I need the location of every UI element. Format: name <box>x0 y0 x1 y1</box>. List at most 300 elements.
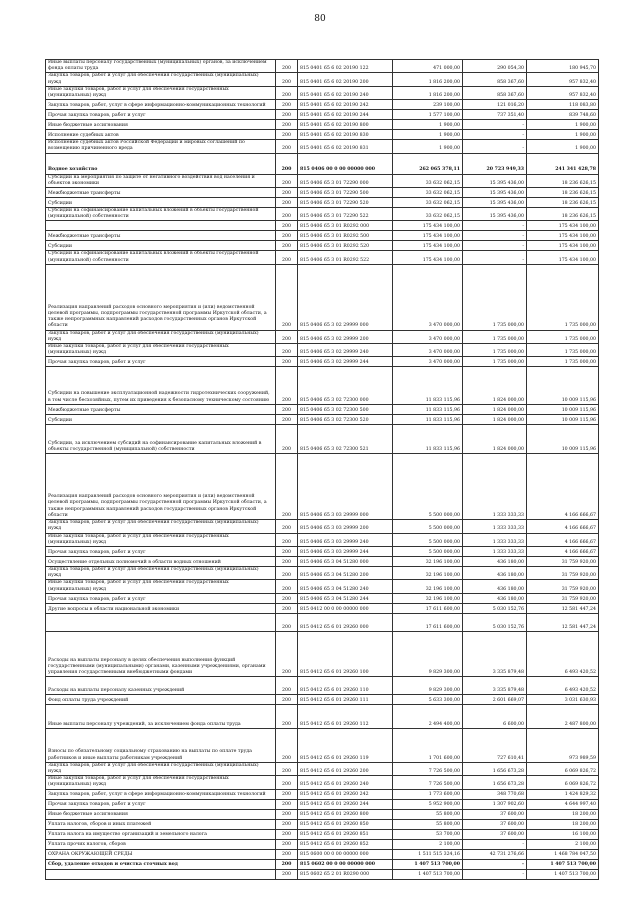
row-code-cell: 200 <box>276 140 298 153</box>
row-kbk-cell: 815 0406 65 3 04 51280 200 <box>298 566 393 579</box>
row-name-cell: Межбюджетные трансферты <box>46 404 276 414</box>
row-name-cell: Реализация направлений расходов основного мероприятия и (или) ведомственной целевой программы, подпрограммы государственной программы Иркутской области, а также непрограммных направлений расходов государственных органов Иркутской области <box>46 264 276 330</box>
table-row <box>46 789 599 799</box>
row-executed-cell: 121 016,20 <box>463 100 527 110</box>
row-kbk-cell: 815 0412 65 6 01 29260 119 <box>298 729 393 762</box>
row-code-cell: 200 <box>276 120 298 130</box>
table-row <box>46 424 599 453</box>
row-kbk-cell: 815 0412 65 6 01 29260 800 <box>298 809 393 819</box>
table-row <box>46 330 599 343</box>
row-kbk-cell: 815 0406 65 3 04 51280 000 <box>298 556 393 566</box>
table-row <box>46 849 599 859</box>
row-remaining-cell: 18 236 626,15 <box>527 198 599 208</box>
row-executed-cell: 858 367,60 <box>463 73 527 86</box>
row-kbk-cell: 815 0412 65 6 01 29260 000 <box>298 613 393 631</box>
row-kbk-cell: 815 0401 65 6 02 20190 200 <box>298 73 393 86</box>
row-code-cell: 200 <box>276 566 298 579</box>
row-code-cell: 200 <box>276 789 298 799</box>
row-remaining-cell: 175 434 100,00 <box>527 251 599 264</box>
row-name-cell: Закупка товаров, работ и услуг для обеспечения государственных (муниципальных) нужд <box>46 520 276 533</box>
row-remaining-cell: 1 900,00 <box>527 120 599 130</box>
row-code-cell: 200 <box>276 188 298 198</box>
row-remaining-cell: 1 735 000,00 <box>527 357 599 367</box>
row-approved-cell: 3 470 000,00 <box>393 357 463 367</box>
row-kbk-cell: 815 0602 00 0 00 00000 000 <box>298 859 393 869</box>
row-kbk-cell: 815 0412 65 6 01 29260 852 <box>298 839 393 849</box>
row-code-cell: 200 <box>276 593 298 603</box>
row-remaining-cell: 12 581 447,24 <box>527 613 599 631</box>
row-name-cell: Субсидии на повышение эксплуатационной надежности гидротехнических сооружений, в том числе бесхозяйных, путем их приведения к безопасному техническому состоянию <box>46 367 276 404</box>
row-name-cell: Прочая закупка товаров, работ и услуг <box>46 799 276 809</box>
row-kbk-cell: 815 0406 65 3 01 R0292 520 <box>298 241 393 251</box>
row-kbk-cell: 815 0406 65 3 03 29999 200 <box>298 520 393 533</box>
row-approved-cell: 32 196 100,00 <box>393 593 463 603</box>
row-executed-cell: 15 395 436,00 <box>463 208 527 221</box>
row-kbk-cell: 815 0406 65 3 02 72300 520 <box>298 414 393 424</box>
row-code-cell: 200 <box>276 424 298 453</box>
row-executed-cell: 1 735 000,00 <box>463 264 527 330</box>
row-remaining-cell: 175 434 100,00 <box>527 221 599 231</box>
table-row <box>46 729 599 762</box>
row-name-cell: Уплата налога на имущество организаций и земельного налога <box>46 829 276 839</box>
row-remaining-cell: 31 759 920,00 <box>527 593 599 603</box>
table-row <box>46 100 599 110</box>
table-row <box>46 110 599 120</box>
row-approved-cell: 32 196 100,00 <box>393 566 463 579</box>
row-name-cell: Фонд оплаты труда учреждений <box>46 695 276 705</box>
row-kbk-cell: 815 0412 00 0 00 00000 000 <box>298 603 393 613</box>
row-remaining-cell: 118 083,80 <box>527 100 599 110</box>
row-kbk-cell: 815 0406 00 0 00 00000 000 <box>298 153 393 174</box>
row-name-cell: Субсидии <box>46 414 276 424</box>
row-executed-cell: 6 600,00 <box>463 705 527 729</box>
table-row <box>46 130 599 140</box>
table-row <box>46 414 599 424</box>
row-name-cell: Прочая закупка товаров, работ и услуг <box>46 110 276 120</box>
table-row <box>46 120 599 130</box>
table-row <box>46 231 599 241</box>
row-executed-cell: 858 367,60 <box>463 86 527 99</box>
row-remaining-cell: 31 759 920,00 <box>527 556 599 566</box>
row-approved-cell: 5 500 000,00 <box>393 546 463 556</box>
row-name-cell: Реализация направлений расходов основного мероприятия и (или) ведомственной целевой программы, подпрограммы государственной программы Иркутской области, а также непрограммных направлений расходов государственных органов Иркутской области <box>46 454 276 520</box>
row-kbk-cell: 815 0412 65 6 01 29260 244 <box>298 799 393 809</box>
row-approved-cell: 1 816 200,00 <box>393 86 463 99</box>
row-name-cell: Другие вопросы в области национальной экономики <box>46 603 276 613</box>
row-kbk-cell: 815 0401 65 6 02 20190 242 <box>298 100 393 110</box>
row-kbk-cell: 815 0412 65 6 01 29260 200 <box>298 762 393 775</box>
row-code-cell: 200 <box>276 208 298 221</box>
row-executed-cell: 436 180,00 <box>463 566 527 579</box>
row-approved-cell: 33 632 062,15 <box>393 174 463 187</box>
row-approved-cell: 55 800,00 <box>393 819 463 829</box>
row-kbk-cell: 815 0406 65 3 02 29999 000 <box>298 264 393 330</box>
row-code-cell: 200 <box>276 859 298 869</box>
row-executed-cell: 348 770,68 <box>463 789 527 799</box>
row-approved-cell: 7 726 500,00 <box>393 776 463 789</box>
row-approved-cell: 32 196 100,00 <box>393 580 463 593</box>
row-name-cell: Водное хозяйство <box>46 153 276 174</box>
row-kbk-cell: 815 0406 65 3 01 72290 500 <box>298 188 393 198</box>
row-name-cell: Закупка товаров, работ и услуг для обеспечения государственных (муниципальных) нужд <box>46 762 276 775</box>
table-row <box>46 174 599 187</box>
row-remaining-cell: 1 735 000,00 <box>527 344 599 357</box>
row-remaining-cell: 18 236 626,15 <box>527 174 599 187</box>
table-row <box>46 221 599 231</box>
row-code-cell: 200 <box>276 330 298 343</box>
row-kbk-cell: 815 0401 65 6 02 20190 122 <box>298 60 393 73</box>
row-name-cell: Уплата прочих налогов, сборов <box>46 839 276 849</box>
row-code-cell: 200 <box>276 869 298 879</box>
row-executed-cell: 1 824 000,00 <box>463 367 527 404</box>
row-executed-cell: 1 824 000,00 <box>463 404 527 414</box>
row-kbk-cell: 815 0412 65 6 01 29260 100 <box>298 631 393 677</box>
row-executed-cell: 5 030 152,76 <box>463 613 527 631</box>
table-body <box>46 60 599 880</box>
row-kbk-cell: 815 0406 65 3 03 29999 000 <box>298 454 393 520</box>
row-remaining-cell: 4 166 666,67 <box>527 546 599 556</box>
row-executed-cell: 737 351,40 <box>463 110 527 120</box>
row-code-cell: 200 <box>276 60 298 73</box>
row-kbk-cell: 815 0406 65 3 01 R0292 000 <box>298 221 393 231</box>
row-executed-cell: 1 333 333,33 <box>463 520 527 533</box>
row-kbk-cell: 815 0600 00 0 00 00000 000 <box>298 849 393 859</box>
row-remaining-cell: 175 434 100,00 <box>527 231 599 241</box>
row-approved-cell: 1 511 515 324,16 <box>393 849 463 859</box>
row-code-cell: 200 <box>276 829 298 839</box>
row-kbk-cell: 815 0412 65 6 01 29260 110 <box>298 677 393 695</box>
row-name-cell <box>46 869 276 879</box>
row-remaining-cell: 1 407 513 700,00 <box>527 869 599 879</box>
table-row <box>46 695 599 705</box>
row-kbk-cell: 815 0406 65 3 01 R0292 522 <box>298 251 393 264</box>
row-kbk-cell: 815 0406 65 3 03 29999 244 <box>298 546 393 556</box>
row-executed-cell: 436 180,00 <box>463 593 527 603</box>
row-name-cell <box>46 613 276 631</box>
row-kbk-cell: 815 0406 65 3 01 72290 520 <box>298 198 393 208</box>
table-row <box>46 188 599 198</box>
row-name-cell: Осуществление отдельных полномочий в области водных отношений <box>46 556 276 566</box>
row-kbk-cell: 815 0406 65 3 04 51280 244 <box>298 593 393 603</box>
row-executed-cell: 436 180,00 <box>463 580 527 593</box>
row-approved-cell: 11 833 115,96 <box>393 414 463 424</box>
table-row <box>46 829 599 839</box>
table-row <box>46 241 599 251</box>
row-code-cell: 200 <box>276 110 298 120</box>
row-executed-cell: - <box>463 221 527 231</box>
row-remaining-cell: 18 200,00 <box>527 809 599 819</box>
table-row <box>46 546 599 556</box>
row-code-cell: 200 <box>276 705 298 729</box>
row-approved-cell: 5 952 900,00 <box>393 799 463 809</box>
row-approved-cell: 175 434 100,00 <box>393 241 463 251</box>
row-code-cell: 200 <box>276 130 298 140</box>
row-approved-cell: 175 434 100,00 <box>393 231 463 241</box>
row-remaining-cell: 4 166 666,67 <box>527 454 599 520</box>
row-name-cell: Межбюджетные трансферты <box>46 188 276 198</box>
row-code-cell: 200 <box>276 264 298 330</box>
table-row <box>46 198 599 208</box>
row-code-cell: 200 <box>276 546 298 556</box>
row-remaining-cell: 10 009 115,96 <box>527 404 599 414</box>
row-code-cell: 200 <box>276 221 298 231</box>
row-executed-cell: 1 333 333,33 <box>463 546 527 556</box>
row-kbk-cell: 815 0412 65 6 01 29260 112 <box>298 705 393 729</box>
table-row <box>46 60 599 73</box>
row-approved-cell: 9 829 300,00 <box>393 677 463 695</box>
row-executed-cell: 727 610,41 <box>463 729 527 762</box>
table-row <box>46 153 599 174</box>
row-code-cell: 200 <box>276 695 298 705</box>
row-name-cell: Субсидии, за исключением субсидий на софинансирование капитальных вложений в объекты государственной (муниципальной) собственности <box>46 424 276 453</box>
row-executed-cell: 1 824 000,00 <box>463 424 527 453</box>
row-executed-cell: 37 600,00 <box>463 809 527 819</box>
table-row <box>46 357 599 367</box>
row-code-cell: 200 <box>276 580 298 593</box>
row-name-cell: Межбюджетные трансферты <box>46 231 276 241</box>
row-approved-cell: 55 800,00 <box>393 809 463 819</box>
row-name-cell: Закупка товаров, работ и услуг для обеспечения государственных (муниципальных) нужд <box>46 330 276 343</box>
row-kbk-cell: 815 0406 65 3 02 29999 244 <box>298 357 393 367</box>
row-code-cell: 200 <box>276 231 298 241</box>
row-executed-cell: 436 180,00 <box>463 556 527 566</box>
row-executed-cell: 1 824 000,00 <box>463 414 527 424</box>
row-code-cell: 200 <box>276 729 298 762</box>
row-executed-cell: 290 054,30 <box>463 60 527 73</box>
row-approved-cell: 33 632 062,15 <box>393 208 463 221</box>
row-executed-cell: 1 735 000,00 <box>463 330 527 343</box>
table-row <box>46 556 599 566</box>
table-row <box>46 404 599 414</box>
table-row <box>46 264 599 330</box>
row-approved-cell: 11 833 115,96 <box>393 367 463 404</box>
row-remaining-cell: 4 644 997,40 <box>527 799 599 809</box>
table-row <box>46 251 599 264</box>
row-approved-cell: 5 633 300,00 <box>393 695 463 705</box>
row-remaining-cell: 1 407 513 700,00 <box>527 859 599 869</box>
row-approved-cell: 3 470 000,00 <box>393 330 463 343</box>
row-name-cell: Субсидии <box>46 198 276 208</box>
row-executed-cell: 1 307 902,60 <box>463 799 527 809</box>
table-row <box>46 208 599 221</box>
row-name-cell: Иные бюджетные ассигнования <box>46 809 276 819</box>
row-code-cell: 200 <box>276 776 298 789</box>
row-approved-cell: 5 500 000,00 <box>393 533 463 546</box>
row-approved-cell: 11 833 115,96 <box>393 424 463 453</box>
row-name-cell: Закупка товаров, работ и услуг для обеспечения государственных (муниципальных) нужд <box>46 73 276 86</box>
row-name-cell: Расходы на выплаты персоналу казенных учреждений <box>46 677 276 695</box>
row-kbk-cell: 815 0406 65 3 04 51280 240 <box>298 580 393 593</box>
row-remaining-cell: 31 759 920,00 <box>527 580 599 593</box>
row-name-cell: Иные закупки товаров, работ и услуг для обеспечения государственных (муниципальных) нужд <box>46 86 276 99</box>
row-name-cell: Прочая закупка товаров, работ и услуг <box>46 593 276 603</box>
row-approved-cell: 2 100,00 <box>393 839 463 849</box>
row-kbk-cell: 815 0401 65 6 02 20190 244 <box>298 110 393 120</box>
row-executed-cell: 37 600,00 <box>463 819 527 829</box>
row-executed-cell: - <box>463 140 527 153</box>
row-executed-cell: 3 335 879,48 <box>463 677 527 695</box>
row-approved-cell: 1 900,00 <box>393 140 463 153</box>
row-name-cell: Иные закупки товаров, работ и услуг для обеспечения государственных (муниципальных) нужд <box>46 344 276 357</box>
row-remaining-cell: 957 832,40 <box>527 86 599 99</box>
budget-execution-table <box>45 59 599 880</box>
row-remaining-cell: 31 759 920,00 <box>527 566 599 579</box>
table-row <box>46 603 599 613</box>
row-remaining-cell: 18 236 626,15 <box>527 188 599 198</box>
row-remaining-cell: 6 493 420,52 <box>527 631 599 677</box>
table-row <box>46 86 599 99</box>
row-approved-cell: 7 726 500,00 <box>393 762 463 775</box>
row-remaining-cell: 1 424 829,32 <box>527 789 599 799</box>
table-row <box>46 140 599 153</box>
row-executed-cell: 1 656 673,28 <box>463 776 527 789</box>
row-code-cell: 200 <box>276 153 298 174</box>
row-approved-cell: 17 611 600,00 <box>393 613 463 631</box>
row-approved-cell: 33 632 062,15 <box>393 188 463 198</box>
row-name-cell: Иные закупки товаров, работ и услуг для обеспечения государственных (муниципальных) нужд <box>46 776 276 789</box>
table-row <box>46 613 599 631</box>
row-code-cell: 200 <box>276 762 298 775</box>
row-code-cell: 200 <box>276 454 298 520</box>
row-name-cell: Иные бюджетные ассигнования <box>46 120 276 130</box>
row-name-cell: Иные выплаты персоналу учреждений, за исключением фонда оплаты труда <box>46 705 276 729</box>
row-approved-cell: 1 900,00 <box>393 120 463 130</box>
table-row <box>46 631 599 677</box>
row-name-cell: Расходы на выплаты персоналу в целях обеспечения выполнения функций государственными (муниципальными) органами, казенными учреждениями, органами управления государственными внебюджетными фондами <box>46 631 276 677</box>
row-approved-cell: 175 434 100,00 <box>393 221 463 231</box>
row-code-cell: 200 <box>276 198 298 208</box>
table-row <box>46 520 599 533</box>
table-row <box>46 705 599 729</box>
row-remaining-cell: 16 100,00 <box>527 829 599 839</box>
row-kbk-cell: 815 0602 65 2 01 R0290 000 <box>298 869 393 879</box>
row-kbk-cell: 815 0401 65 6 02 20190 240 <box>298 86 393 99</box>
row-remaining-cell: 1 468 784 047,50 <box>527 849 599 859</box>
row-executed-cell: - <box>463 251 527 264</box>
row-remaining-cell: 6 069 826,72 <box>527 776 599 789</box>
row-approved-cell: 3 470 000,00 <box>393 264 463 330</box>
row-name-cell: Закупка товаров, работ, услуг в сфере информационно-коммуникационных технологий <box>46 100 276 110</box>
row-kbk-cell: 815 0401 65 6 02 20190 830 <box>298 130 393 140</box>
row-code-cell: 200 <box>276 174 298 187</box>
row-code-cell: 200 <box>276 357 298 367</box>
row-remaining-cell: 1 735 000,00 <box>527 264 599 330</box>
row-name-cell: Субсидии на софинансирование капитальных вложений в объекты государственной (муниципальной) собственности <box>46 208 276 221</box>
row-approved-cell: 239 100,00 <box>393 100 463 110</box>
row-remaining-cell: 12 581 447,24 <box>527 603 599 613</box>
row-kbk-cell: 815 0406 65 3 02 29999 240 <box>298 344 393 357</box>
row-name-cell: Субсидии на мероприятия по защите от негативного воздействия вод населения и объектов экономики <box>46 174 276 187</box>
row-approved-cell: 5 500 000,00 <box>393 520 463 533</box>
table-row <box>46 73 599 86</box>
row-executed-cell: 5 030 152,76 <box>463 603 527 613</box>
row-executed-cell: - <box>463 120 527 130</box>
row-name-cell: Прочая закупка товаров, работ и услуг <box>46 546 276 556</box>
table-row <box>46 593 599 603</box>
table-row <box>46 869 599 879</box>
row-approved-cell: 9 829 300,00 <box>393 631 463 677</box>
row-kbk-cell: 815 0406 65 3 02 72300 521 <box>298 424 393 453</box>
row-name-cell: Субсидии на софинансирование капитальных вложений в объекты государственной (муниципальной) собственности <box>46 251 276 264</box>
row-code-cell: 200 <box>276 799 298 809</box>
row-approved-cell: 32 196 100,00 <box>393 556 463 566</box>
row-remaining-cell: 4 166 666,67 <box>527 520 599 533</box>
row-executed-cell: 37 600,00 <box>463 829 527 839</box>
row-executed-cell: 15 395 436,00 <box>463 174 527 187</box>
row-kbk-cell: 815 0406 65 3 02 29999 200 <box>298 330 393 343</box>
row-approved-cell: 3 470 000,00 <box>393 344 463 357</box>
row-approved-cell: 1 577 100,00 <box>393 110 463 120</box>
table-row <box>46 344 599 357</box>
row-kbk-cell: 815 0412 65 6 01 29260 851 <box>298 829 393 839</box>
table-row <box>46 839 599 849</box>
row-remaining-cell: 2 487 800,00 <box>527 705 599 729</box>
row-name-cell: Взносы по обязательному социальному страхованию на выплаты по оплате труда работников и иные выплаты работникам учреждений <box>46 729 276 762</box>
row-executed-cell: 1 333 333,33 <box>463 454 527 520</box>
row-name-cell: Уплата налогов, сборов и иных платежей <box>46 819 276 829</box>
table-row <box>46 454 599 520</box>
row-kbk-cell: 815 0406 65 3 03 29999 240 <box>298 533 393 546</box>
row-remaining-cell: 180 945,70 <box>527 60 599 73</box>
row-remaining-cell: 18 236 626,15 <box>527 208 599 221</box>
row-code-cell: 200 <box>276 839 298 849</box>
row-approved-cell: 33 632 062,15 <box>393 198 463 208</box>
row-remaining-cell: 18 200,00 <box>527 819 599 829</box>
row-executed-cell: - <box>463 241 527 251</box>
row-code-cell: 200 <box>276 520 298 533</box>
row-remaining-cell: 973 989,59 <box>527 729 599 762</box>
row-code-cell: 200 <box>276 100 298 110</box>
row-code-cell: 200 <box>276 367 298 404</box>
row-executed-cell: - <box>463 859 527 869</box>
row-executed-cell: 15 395 436,00 <box>463 188 527 198</box>
row-remaining-cell: 10 009 115,96 <box>527 367 599 404</box>
row-approved-cell: 1 407 513 700,00 <box>393 859 463 869</box>
row-executed-cell: 1 735 000,00 <box>463 344 527 357</box>
row-executed-cell: 2 601 669,07 <box>463 695 527 705</box>
row-code-cell: 200 <box>276 86 298 99</box>
row-remaining-cell: 175 434 100,00 <box>527 241 599 251</box>
row-kbk-cell: 815 0412 65 6 01 29260 242 <box>298 789 393 799</box>
row-approved-cell: 1 701 600,00 <box>393 729 463 762</box>
row-remaining-cell: 957 832,40 <box>527 73 599 86</box>
row-executed-cell: 42 731 276,66 <box>463 849 527 859</box>
row-name-cell: Иные выплаты персоналу государственных (муниципальных) органов, за исключением фонда оплаты труда <box>46 60 276 73</box>
row-remaining-cell: 2 100,00 <box>527 839 599 849</box>
row-remaining-cell: 10 009 115,96 <box>527 414 599 424</box>
row-kbk-cell: 815 0401 65 6 02 20190 831 <box>298 140 393 153</box>
row-code-cell: 200 <box>276 849 298 859</box>
row-kbk-cell: 815 0406 65 3 01 72290 000 <box>298 174 393 187</box>
row-code-cell: 200 <box>276 414 298 424</box>
row-name-cell: ОХРАНА ОКРУЖАЮЩЕЙ СРЕДЫ <box>46 849 276 859</box>
row-code-cell: 200 <box>276 677 298 695</box>
row-code-cell: 200 <box>276 603 298 613</box>
row-approved-cell: 2 494 400,00 <box>393 705 463 729</box>
row-approved-cell: 175 434 100,00 <box>393 251 463 264</box>
table-row <box>46 819 599 829</box>
row-remaining-cell: 1 900,00 <box>527 130 599 140</box>
row-code-cell: 200 <box>276 404 298 414</box>
row-executed-cell: 1 735 000,00 <box>463 357 527 367</box>
row-code-cell: 200 <box>276 344 298 357</box>
row-code-cell: 200 <box>276 809 298 819</box>
row-approved-cell: 1 816 200,00 <box>393 73 463 86</box>
row-code-cell: 200 <box>276 533 298 546</box>
row-code-cell: 200 <box>276 251 298 264</box>
row-executed-cell: 15 395 436,00 <box>463 198 527 208</box>
row-executed-cell: 1 333 333,33 <box>463 533 527 546</box>
